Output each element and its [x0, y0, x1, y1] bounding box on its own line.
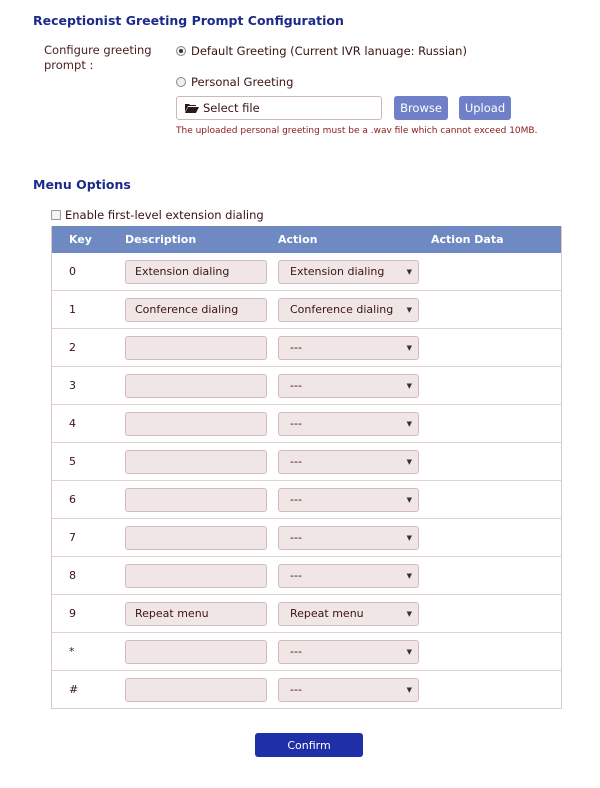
table-row — [52, 443, 562, 481]
default-greeting-label: Default Greeting (Current IVR lanuage: Russian) — [191, 44, 467, 58]
action-data-cell — [431, 519, 562, 557]
table-row — [52, 329, 562, 367]
default-greeting-option[interactable] — [176, 44, 467, 58]
row-key: 6 — [52, 481, 126, 519]
description-input[interactable] — [125, 298, 267, 322]
dropdown-caret-icon: ▼ — [406, 267, 412, 276]
greeting-section-title: Receptionist Greeting Prompt Configuration — [33, 13, 344, 28]
description-value: Conference dialing — [135, 303, 239, 316]
personal-greeting-label: Personal Greeting — [191, 75, 294, 89]
table-row — [52, 291, 562, 329]
dropdown-caret-icon: ▼ — [406, 647, 412, 656]
row-key: 7 — [52, 519, 126, 557]
action-value: Conference dialing — [290, 303, 394, 316]
action-value: Extension dialing — [290, 265, 385, 278]
dropdown-caret-icon: ▼ — [406, 305, 412, 314]
description-input[interactable] — [125, 336, 267, 360]
action-data-cell — [431, 253, 562, 291]
table-row — [52, 519, 562, 557]
file-select-field[interactable] — [176, 96, 382, 120]
row-key: 0 — [52, 253, 126, 291]
action-select[interactable] — [278, 488, 419, 512]
table-row — [52, 671, 562, 709]
personal-greeting-option[interactable] — [176, 75, 293, 89]
action-select[interactable] — [278, 336, 419, 360]
action-select[interactable] — [278, 374, 419, 398]
description-input[interactable] — [125, 450, 267, 474]
row-key: * — [52, 633, 126, 671]
confirm-button[interactable]: Confirm — [255, 733, 363, 757]
table-row — [52, 253, 562, 291]
col-key: Key — [52, 226, 126, 253]
dropdown-caret-icon: ▼ — [406, 457, 412, 466]
action-data-cell — [431, 633, 562, 671]
dropdown-caret-icon: ▼ — [406, 419, 412, 428]
action-data-cell — [431, 671, 562, 709]
action-value: --- — [290, 645, 302, 658]
dropdown-caret-icon: ▼ — [406, 685, 412, 694]
row-key: 5 — [52, 443, 126, 481]
action-data-cell — [431, 367, 562, 405]
folder-open-icon — [185, 103, 199, 113]
table-row — [52, 557, 562, 595]
action-select[interactable] — [278, 260, 419, 284]
action-value: --- — [290, 531, 302, 544]
action-value: --- — [290, 341, 302, 354]
description-input[interactable] — [125, 526, 267, 550]
action-select[interactable] — [278, 450, 419, 474]
description-input[interactable] — [125, 412, 267, 436]
description-value: Repeat menu — [135, 607, 209, 620]
action-data-cell — [431, 443, 562, 481]
row-key: 3 — [52, 367, 126, 405]
upload-note: The uploaded personal greeting must be a .wav file which cannot exceed 10MB. — [176, 126, 538, 136]
action-data-cell — [431, 481, 562, 519]
action-select[interactable] — [278, 298, 419, 322]
dropdown-caret-icon: ▼ — [406, 533, 412, 542]
default-greeting-radio[interactable] — [176, 46, 186, 56]
col-action-data: Action Data — [431, 226, 562, 253]
description-input[interactable] — [125, 374, 267, 398]
action-select[interactable] — [278, 640, 419, 664]
description-input[interactable] — [125, 488, 267, 512]
personal-greeting-radio[interactable] — [176, 77, 186, 87]
action-select[interactable] — [278, 412, 419, 436]
table-header — [52, 226, 562, 253]
action-select[interactable] — [278, 602, 419, 626]
description-input[interactable] — [125, 640, 267, 664]
file-select-placeholder: Select file — [203, 101, 260, 115]
row-key: 1 — [52, 291, 126, 329]
configure-greeting-label: Configure greeting prompt : — [44, 43, 152, 72]
enable-extension-dialing-checkbox[interactable] — [51, 210, 61, 220]
action-value: --- — [290, 683, 302, 696]
description-input[interactable] — [125, 564, 267, 588]
action-data-cell — [431, 291, 562, 329]
upload-button[interactable]: Upload — [459, 96, 511, 120]
browse-button[interactable]: Browse — [394, 96, 448, 120]
table-row — [52, 633, 562, 671]
dropdown-caret-icon: ▼ — [406, 381, 412, 390]
description-input[interactable] — [125, 678, 267, 702]
action-value: --- — [290, 569, 302, 582]
description-value: Extension dialing — [135, 265, 230, 278]
action-value: Repeat menu — [290, 607, 364, 620]
table-row — [52, 595, 562, 633]
enable-extension-dialing[interactable] — [51, 208, 264, 222]
row-key: # — [69, 683, 79, 696]
table-row — [52, 481, 562, 519]
row-key: 8 — [52, 557, 126, 595]
action-data-cell — [431, 329, 562, 367]
row-key: 2 — [52, 329, 126, 367]
row-key: 4 — [52, 405, 126, 443]
menu-options-table — [51, 226, 562, 709]
description-input[interactable] — [125, 602, 267, 626]
table-row — [52, 367, 562, 405]
action-select[interactable] — [278, 526, 419, 550]
action-value: --- — [290, 417, 302, 430]
action-value: --- — [290, 455, 302, 468]
enable-extension-dialing-label: Enable first-level extension dialing — [65, 208, 264, 222]
col-action: Action — [278, 226, 431, 253]
dropdown-caret-icon: ▼ — [406, 495, 412, 504]
description-input[interactable] — [125, 260, 267, 284]
action-data-cell — [431, 405, 562, 443]
dropdown-caret-icon: ▼ — [406, 343, 412, 352]
action-select[interactable] — [278, 564, 419, 588]
action-data-cell — [431, 595, 562, 633]
action-data-cell — [431, 557, 562, 595]
action-value: --- — [290, 493, 302, 506]
action-value: --- — [290, 379, 302, 392]
action-select[interactable] — [278, 678, 419, 702]
row-key: 9 — [52, 595, 126, 633]
table-row — [52, 405, 562, 443]
dropdown-caret-icon: ▼ — [406, 609, 412, 618]
menu-section-title: Menu Options — [33, 177, 131, 192]
dropdown-caret-icon: ▼ — [406, 571, 412, 580]
col-description: Description — [125, 226, 278, 253]
